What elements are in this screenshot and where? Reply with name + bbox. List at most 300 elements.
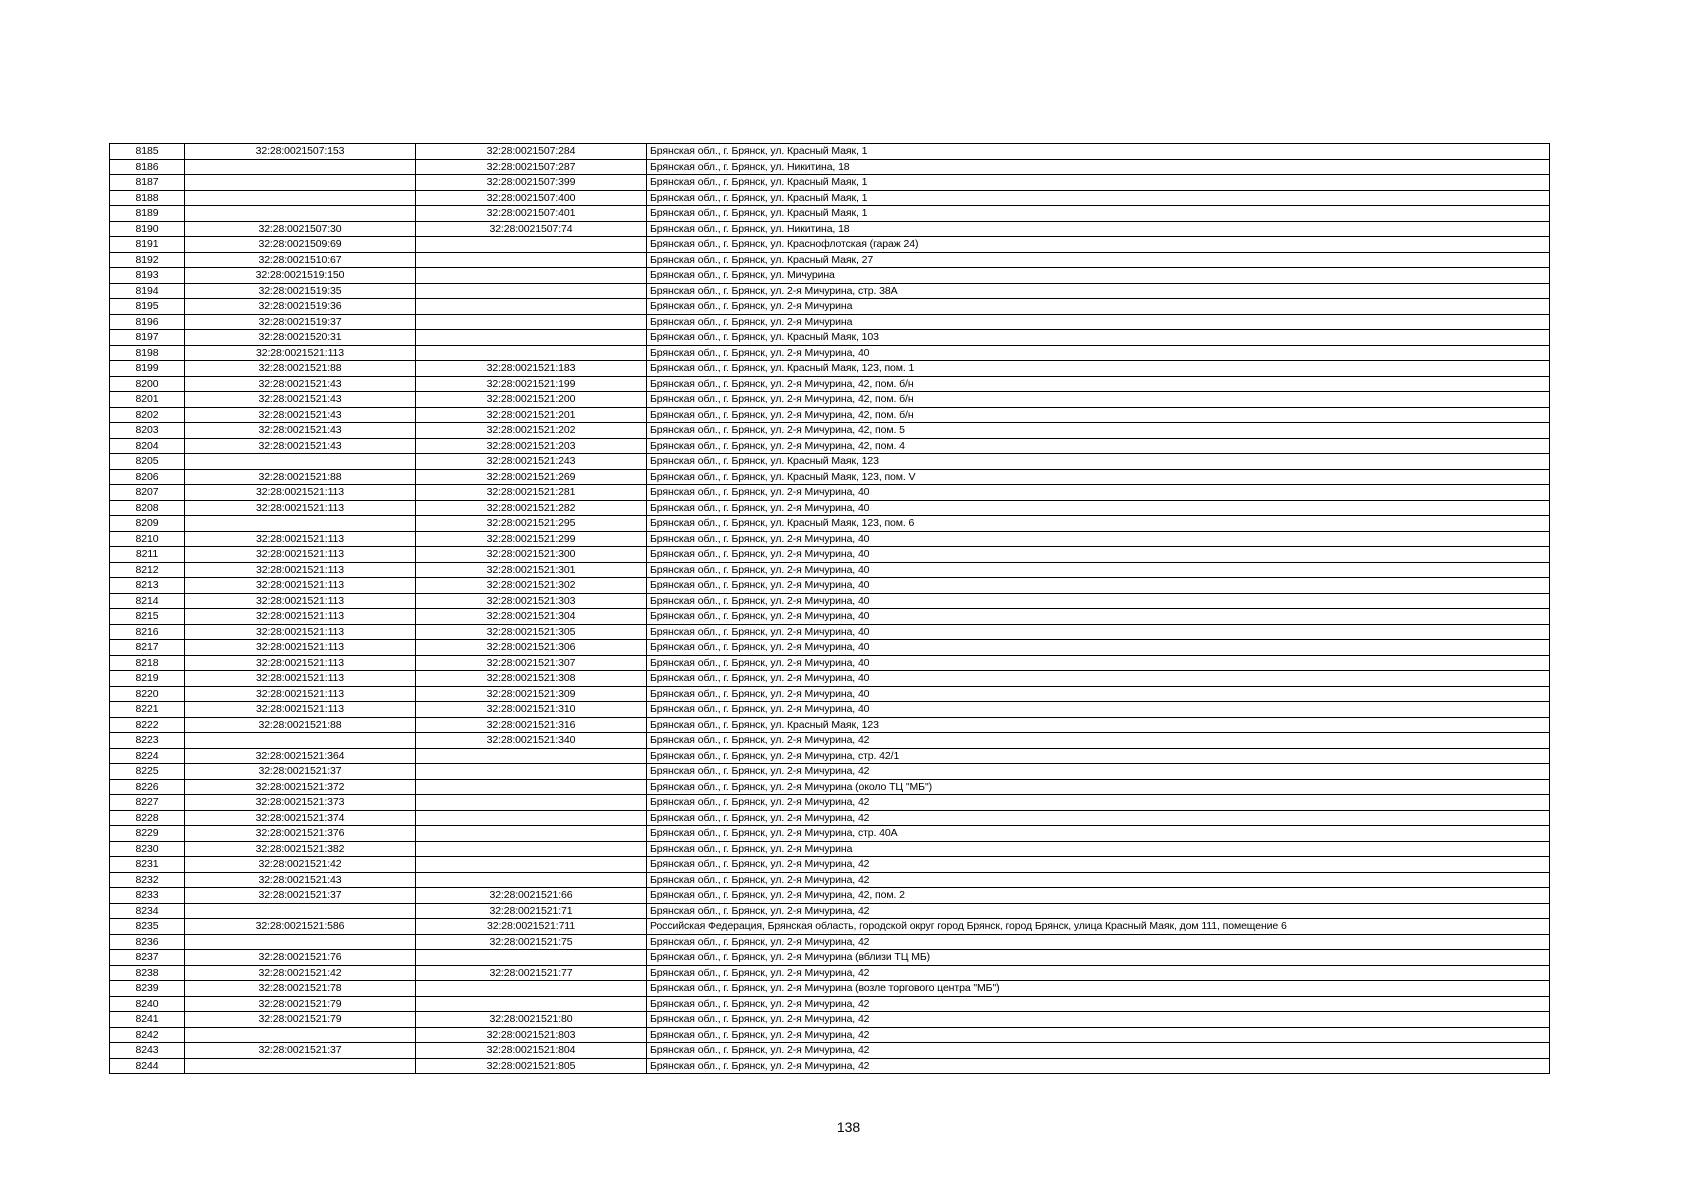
land-parcel-number-cell: 32:28:0021521:42 — [185, 965, 416, 981]
row-number-cell: 8197 — [110, 330, 185, 346]
row-number-cell: 8219 — [110, 671, 185, 687]
building-number-cell: 32:28:0021521:71 — [416, 903, 647, 919]
land-parcel-number-cell: 32:28:0021521:376 — [185, 826, 416, 842]
land-parcel-number-cell: 32:28:0021521:79 — [185, 996, 416, 1012]
land-parcel-number-cell: 32:28:0021521:43 — [185, 392, 416, 408]
address-cell: Брянская обл., г. Брянск, ул. Красный Маяк, 123 — [647, 717, 1550, 733]
land-parcel-number-cell: 32:28:0021521:43 — [185, 438, 416, 454]
address-cell: Брянская обл., г. Брянск, ул. 2-я Мичурина, 42 — [647, 934, 1550, 950]
row-number-cell: 8210 — [110, 531, 185, 547]
building-number-cell: 32:28:0021521:66 — [416, 888, 647, 904]
table-row — [110, 733, 1550, 749]
table-row — [110, 407, 1550, 423]
table-row — [110, 1043, 1550, 1059]
building-number-cell: 32:28:0021521:309 — [416, 686, 647, 702]
row-number-cell: 8230 — [110, 841, 185, 857]
table-row — [110, 578, 1550, 594]
land-parcel-number-cell: 32:28:0021521:113 — [185, 686, 416, 702]
building-number-cell: 32:28:0021521:203 — [416, 438, 647, 454]
land-parcel-number-cell: 32:28:0021521:113 — [185, 578, 416, 594]
table-row — [110, 671, 1550, 687]
table-row — [110, 361, 1550, 377]
land-parcel-number-cell: 32:28:0021520:31 — [185, 330, 416, 346]
table-row — [110, 454, 1550, 470]
address-cell: Брянская обл., г. Брянск, ул. 2-я Мичурина, 42 — [647, 996, 1550, 1012]
building-number-cell: 32:28:0021521:300 — [416, 547, 647, 563]
building-number-cell — [416, 872, 647, 888]
building-number-cell — [416, 748, 647, 764]
building-number-cell: 32:28:0021521:200 — [416, 392, 647, 408]
land-parcel-number-cell — [185, 903, 416, 919]
table-row — [110, 717, 1550, 733]
address-cell: Брянская обл., г. Брянск, ул. Красный Маяк, 123, пом. 1 — [647, 361, 1550, 377]
row-number-cell: 8212 — [110, 562, 185, 578]
table-row — [110, 857, 1550, 873]
land-parcel-number-cell: 32:28:0021521:78 — [185, 981, 416, 997]
building-number-cell — [416, 857, 647, 873]
address-cell: Брянская обл., г. Брянск, ул. 2-я Мичурина, 42, пом. 5 — [647, 423, 1550, 439]
row-number-cell: 8240 — [110, 996, 185, 1012]
building-number-cell: 32:28:0021521:75 — [416, 934, 647, 950]
table-row — [110, 950, 1550, 966]
address-cell: Брянская обл., г. Брянск, ул. 2-я Мичурина (возле торгового центра "МБ") — [647, 981, 1550, 997]
row-number-cell: 8244 — [110, 1058, 185, 1074]
row-number-cell: 8203 — [110, 423, 185, 439]
address-cell: Брянская обл., г. Брянск, ул. 2-я Мичурина, 40 — [647, 655, 1550, 671]
table-row — [110, 531, 1550, 547]
building-number-cell: 32:28:0021521:304 — [416, 609, 647, 625]
land-parcel-number-cell: 32:28:0021521:364 — [185, 748, 416, 764]
address-cell: Брянская обл., г. Брянск, ул. 2-я Мичурина, 40 — [647, 624, 1550, 640]
land-parcel-number-cell: 32:28:0021521:113 — [185, 562, 416, 578]
row-number-cell: 8232 — [110, 872, 185, 888]
address-cell: Брянская обл., г. Брянск, ул. 2-я Мичурина, 40 — [647, 593, 1550, 609]
land-parcel-number-cell: 32:28:0021521:382 — [185, 841, 416, 857]
land-parcel-number-cell — [185, 516, 416, 532]
row-number-cell: 8243 — [110, 1043, 185, 1059]
building-number-cell: 32:28:0021521:805 — [416, 1058, 647, 1074]
building-number-cell: 32:28:0021521:804 — [416, 1043, 647, 1059]
address-cell: Брянская обл., г. Брянск, ул. Красный Маяк, 103 — [647, 330, 1550, 346]
table-row — [110, 919, 1550, 935]
row-number-cell: 8196 — [110, 314, 185, 330]
table-row — [110, 872, 1550, 888]
row-number-cell: 8192 — [110, 252, 185, 268]
land-parcel-number-cell: 32:28:0021521:43 — [185, 423, 416, 439]
address-cell: Брянская обл., г. Брянск, ул. 2-я Мичурина (около ТЦ "МБ") — [647, 779, 1550, 795]
land-parcel-number-cell: 32:28:0021521:37 — [185, 764, 416, 780]
row-number-cell: 8213 — [110, 578, 185, 594]
building-number-cell — [416, 764, 647, 780]
table-row — [110, 500, 1550, 516]
building-number-cell: 32:28:0021521:307 — [416, 655, 647, 671]
table-row — [110, 144, 1550, 160]
row-number-cell: 8193 — [110, 268, 185, 284]
address-cell: Брянская обл., г. Брянск, ул. 2-я Мичурина — [647, 841, 1550, 857]
row-number-cell: 8214 — [110, 593, 185, 609]
land-parcel-number-cell: 32:28:0021521:88 — [185, 717, 416, 733]
table-row — [110, 314, 1550, 330]
land-parcel-number-cell: 32:28:0021510:67 — [185, 252, 416, 268]
land-parcel-number-cell: 32:28:0021509:69 — [185, 237, 416, 253]
table-row — [110, 345, 1550, 361]
address-cell: Брянская обл., г. Брянск, ул. Красный Маяк, 1 — [647, 190, 1550, 206]
land-parcel-number-cell — [185, 934, 416, 950]
table-row — [110, 624, 1550, 640]
table-row — [110, 485, 1550, 501]
land-parcel-number-cell: 32:28:0021521:88 — [185, 469, 416, 485]
address-cell: Брянская обл., г. Брянск, ул. Красный Маяк, 123, пом. 6 — [647, 516, 1550, 532]
building-number-cell: 32:28:0021507:284 — [416, 144, 647, 160]
table-row — [110, 981, 1550, 997]
table-row — [110, 237, 1550, 253]
address-cell: Брянская обл., г. Брянск, ул. 2-я Мичурина, 42 — [647, 795, 1550, 811]
address-cell: Брянская обл., г. Брянск, ул. 2-я Мичурина, 42, пом. б/н — [647, 407, 1550, 423]
row-number-cell: 8204 — [110, 438, 185, 454]
land-parcel-number-cell: 32:28:0021521:79 — [185, 1012, 416, 1028]
table-row — [110, 159, 1550, 175]
row-number-cell: 8229 — [110, 826, 185, 842]
building-number-cell — [416, 237, 647, 253]
row-number-cell: 8218 — [110, 655, 185, 671]
table-row — [110, 469, 1550, 485]
table-row — [110, 764, 1550, 780]
row-number-cell: 8242 — [110, 1027, 185, 1043]
table-row — [110, 283, 1550, 299]
address-cell: Брянская обл., г. Брянск, ул. Красный Маяк, 123 — [647, 454, 1550, 470]
row-number-cell: 8199 — [110, 361, 185, 377]
address-cell: Российская Федерация, Брянская область, городской округ город Брянск, город Брянск, улица Красный Маяк, дом 111, помещение 6 — [647, 919, 1550, 935]
land-parcel-number-cell: 32:28:0021521:373 — [185, 795, 416, 811]
address-cell: Брянская обл., г. Брянск, ул. 2-я Мичурина, 40 — [647, 500, 1550, 516]
row-number-cell: 8198 — [110, 345, 185, 361]
address-cell: Брянская обл., г. Брянск, ул. Никитина, 18 — [647, 159, 1550, 175]
row-number-cell: 8216 — [110, 624, 185, 640]
building-number-cell — [416, 841, 647, 857]
building-number-cell — [416, 950, 647, 966]
address-cell: Брянская обл., г. Брянск, ул. 2-я Мичурина, 40 — [647, 345, 1550, 361]
building-number-cell: 32:28:0021521:282 — [416, 500, 647, 516]
row-number-cell: 8206 — [110, 469, 185, 485]
table-row — [110, 1012, 1550, 1028]
address-cell: Брянская обл., г. Брянск, ул. 2-я Мичурина, 40 — [647, 640, 1550, 656]
land-parcel-number-cell: 32:28:0021507:30 — [185, 221, 416, 237]
row-number-cell: 8228 — [110, 810, 185, 826]
row-number-cell: 8237 — [110, 950, 185, 966]
address-cell: Брянская обл., г. Брянск, ул. 2-я Мичурина, 42, пом. 4 — [647, 438, 1550, 454]
land-parcel-number-cell — [185, 175, 416, 191]
building-number-cell — [416, 996, 647, 1012]
address-cell: Брянская обл., г. Брянск, ул. 2-я Мичурина, 40 — [647, 578, 1550, 594]
table-row — [110, 221, 1550, 237]
address-cell: Брянская обл., г. Брянск, ул. 2-я Мичурина (вблизи ТЦ МБ) — [647, 950, 1550, 966]
table-row — [110, 795, 1550, 811]
table-row — [110, 888, 1550, 904]
land-parcel-number-cell: 32:28:0021521:43 — [185, 376, 416, 392]
table-row — [110, 609, 1550, 625]
building-number-cell: 32:28:0021521:243 — [416, 454, 647, 470]
row-number-cell: 8205 — [110, 454, 185, 470]
building-number-cell — [416, 810, 647, 826]
row-number-cell: 8235 — [110, 919, 185, 935]
building-number-cell: 32:28:0021521:201 — [416, 407, 647, 423]
table-row — [110, 748, 1550, 764]
building-number-cell — [416, 314, 647, 330]
row-number-cell: 8190 — [110, 221, 185, 237]
row-number-cell: 8239 — [110, 981, 185, 997]
address-cell: Брянская обл., г. Брянск, ул. 2-я Мичурина, 40 — [647, 485, 1550, 501]
building-number-cell: 32:28:0021521:295 — [416, 516, 647, 532]
row-number-cell: 8226 — [110, 779, 185, 795]
building-number-cell: 32:28:0021507:401 — [416, 206, 647, 222]
land-parcel-number-cell: 32:28:0021521:42 — [185, 857, 416, 873]
address-cell: Брянская обл., г. Брянск, ул. 2-я Мичурина, 42 — [647, 1043, 1550, 1059]
cadastral-table — [109, 143, 1550, 1074]
address-cell: Брянская обл., г. Брянск, ул. 2-я Мичурина — [647, 314, 1550, 330]
land-parcel-number-cell: 32:28:0021521:374 — [185, 810, 416, 826]
address-cell: Брянская обл., г. Брянск, ул. 2-я Мичурина, 42 — [647, 965, 1550, 981]
land-parcel-number-cell: 32:28:0021521:37 — [185, 888, 416, 904]
land-parcel-number-cell: 32:28:0021519:36 — [185, 299, 416, 315]
land-parcel-number-cell — [185, 190, 416, 206]
building-number-cell: 32:28:0021521:77 — [416, 965, 647, 981]
table-row — [110, 593, 1550, 609]
land-parcel-number-cell — [185, 1058, 416, 1074]
row-number-cell: 8201 — [110, 392, 185, 408]
land-parcel-number-cell: 32:28:0021521:113 — [185, 671, 416, 687]
building-number-cell: 32:28:0021521:340 — [416, 733, 647, 749]
land-parcel-number-cell: 32:28:0021521:113 — [185, 500, 416, 516]
row-number-cell: 8211 — [110, 547, 185, 563]
row-number-cell: 8231 — [110, 857, 185, 873]
land-parcel-number-cell: 32:28:0021521:76 — [185, 950, 416, 966]
building-number-cell: 32:28:0021521:303 — [416, 593, 647, 609]
table-row — [110, 640, 1550, 656]
building-number-cell: 32:28:0021521:803 — [416, 1027, 647, 1043]
address-cell: Брянская обл., г. Брянск, ул. 2-я Мичурина, 40 — [647, 671, 1550, 687]
row-number-cell: 8225 — [110, 764, 185, 780]
address-cell: Брянская обл., г. Брянск, ул. 2-я Мичурина, 40 — [647, 686, 1550, 702]
address-cell: Брянская обл., г. Брянск, ул. 2-я Мичурина, 42 — [647, 733, 1550, 749]
land-parcel-number-cell: 32:28:0021521:113 — [185, 593, 416, 609]
building-number-cell: 32:28:0021521:199 — [416, 376, 647, 392]
row-number-cell: 8227 — [110, 795, 185, 811]
row-number-cell: 8236 — [110, 934, 185, 950]
row-number-cell: 8241 — [110, 1012, 185, 1028]
address-cell: Брянская обл., г. Брянск, ул. 2-я Мичурина, 42 — [647, 810, 1550, 826]
row-number-cell: 8222 — [110, 717, 185, 733]
building-number-cell: 32:28:0021521:80 — [416, 1012, 647, 1028]
table-row — [110, 996, 1550, 1012]
building-number-cell: 32:28:0021507:400 — [416, 190, 647, 206]
table-row — [110, 562, 1550, 578]
address-cell: Брянская обл., г. Брянск, ул. 2-я Мичурина, 42, пом. б/н — [647, 392, 1550, 408]
address-cell: Брянская обл., г. Брянск, ул. 2-я Мичурина, 42 — [647, 1027, 1550, 1043]
land-parcel-number-cell — [185, 733, 416, 749]
table-body — [110, 144, 1550, 1074]
building-number-cell — [416, 330, 647, 346]
land-parcel-number-cell: 32:28:0021521:43 — [185, 872, 416, 888]
address-cell: Брянская обл., г. Брянск, ул. 2-я Мичурина, 42 — [647, 872, 1550, 888]
land-parcel-number-cell: 32:28:0021521:113 — [185, 609, 416, 625]
land-parcel-number-cell — [185, 1027, 416, 1043]
row-number-cell: 8185 — [110, 144, 185, 160]
building-number-cell — [416, 345, 647, 361]
building-number-cell: 32:28:0021521:308 — [416, 671, 647, 687]
address-cell: Брянская обл., г. Брянск, ул. 2-я Мичурина, 42 — [647, 1058, 1550, 1074]
land-parcel-number-cell: 32:28:0021521:113 — [185, 531, 416, 547]
row-number-cell: 8220 — [110, 686, 185, 702]
land-parcel-number-cell — [185, 454, 416, 470]
table-row — [110, 268, 1550, 284]
building-number-cell: 32:28:0021521:305 — [416, 624, 647, 640]
land-parcel-number-cell: 32:28:0021521:586 — [185, 919, 416, 935]
row-number-cell: 8194 — [110, 283, 185, 299]
row-number-cell: 8209 — [110, 516, 185, 532]
address-cell: Брянская обл., г. Брянск, ул. 2-я Мичурина, 42, пом. б/н — [647, 376, 1550, 392]
building-number-cell: 32:28:0021521:301 — [416, 562, 647, 578]
building-number-cell — [416, 252, 647, 268]
address-cell: Брянская обл., г. Брянск, ул. 2-я Мичурина, стр. 42/1 — [647, 748, 1550, 764]
building-number-cell: 32:28:0021521:302 — [416, 578, 647, 594]
address-cell: Брянская обл., г. Брянск, ул. 2-я Мичурина, 40 — [647, 547, 1550, 563]
row-number-cell: 8208 — [110, 500, 185, 516]
table-row — [110, 810, 1550, 826]
land-parcel-number-cell: 32:28:0021521:43 — [185, 407, 416, 423]
building-number-cell — [416, 283, 647, 299]
building-number-cell: 32:28:0021507:74 — [416, 221, 647, 237]
address-cell: Брянская обл., г. Брянск, ул. Красный Маяк, 1 — [647, 175, 1550, 191]
table-row — [110, 175, 1550, 191]
address-cell: Брянская обл., г. Брянск, ул. 2-я Мичурина, 40 — [647, 531, 1550, 547]
address-cell: Брянская обл., г. Брянск, ул. Мичурина — [647, 268, 1550, 284]
row-number-cell: 8200 — [110, 376, 185, 392]
land-parcel-number-cell: 32:28:0021521:113 — [185, 485, 416, 501]
table-row — [110, 826, 1550, 842]
building-number-cell: 32:28:0021521:269 — [416, 469, 647, 485]
land-parcel-number-cell: 32:28:0021519:150 — [185, 268, 416, 284]
address-cell: Брянская обл., г. Брянск, ул. Красный Маяк, 123, пом. V — [647, 469, 1550, 485]
building-number-cell: 32:28:0021521:281 — [416, 485, 647, 501]
address-cell: Брянская обл., г. Брянск, ул. Краснофлотская (гараж 24) — [647, 237, 1550, 253]
building-number-cell — [416, 299, 647, 315]
building-number-cell: 32:28:0021521:306 — [416, 640, 647, 656]
land-parcel-number-cell: 32:28:0021521:113 — [185, 547, 416, 563]
row-number-cell: 8207 — [110, 485, 185, 501]
row-number-cell: 8217 — [110, 640, 185, 656]
address-cell: Брянская обл., г. Брянск, ул. 2-я Мичурина, 42 — [647, 764, 1550, 780]
row-number-cell: 8238 — [110, 965, 185, 981]
land-parcel-number-cell: 32:28:0021521:372 — [185, 779, 416, 795]
address-cell: Брянская обл., г. Брянск, ул. 2-я Мичурина, 42 — [647, 1012, 1550, 1028]
table-row — [110, 252, 1550, 268]
land-parcel-number-cell: 32:28:0021519:37 — [185, 314, 416, 330]
land-parcel-number-cell: 32:28:0021521:113 — [185, 345, 416, 361]
land-parcel-number-cell — [185, 206, 416, 222]
row-number-cell: 8195 — [110, 299, 185, 315]
building-number-cell — [416, 795, 647, 811]
building-number-cell — [416, 981, 647, 997]
table-row — [110, 330, 1550, 346]
address-cell: Брянская обл., г. Брянск, ул. 2-я Мичурина — [647, 299, 1550, 315]
building-number-cell: 32:28:0021521:299 — [416, 531, 647, 547]
land-parcel-number-cell: 32:28:0021507:153 — [185, 144, 416, 160]
row-number-cell: 8215 — [110, 609, 185, 625]
table-row — [110, 1027, 1550, 1043]
address-cell: Брянская обл., г. Брянск, ул. 2-я Мичурина, 42, пом. 2 — [647, 888, 1550, 904]
table-row — [110, 686, 1550, 702]
address-cell: Брянская обл., г. Брянск, ул. 2-я Мичурина, 40 — [647, 562, 1550, 578]
address-cell: Брянская обл., г. Брянск, ул. Красный Маяк, 1 — [647, 206, 1550, 222]
table-row — [110, 516, 1550, 532]
address-cell: Брянская обл., г. Брянск, ул. Красный Маяк, 27 — [647, 252, 1550, 268]
address-cell: Брянская обл., г. Брянск, ул. 2-я Мичурина, стр. 40А — [647, 826, 1550, 842]
row-number-cell: 8202 — [110, 407, 185, 423]
table-row — [110, 392, 1550, 408]
building-number-cell: 32:28:0021521:202 — [416, 423, 647, 439]
address-cell: Брянская обл., г. Брянск, ул. 2-я Мичурина, 40 — [647, 609, 1550, 625]
row-number-cell: 8233 — [110, 888, 185, 904]
building-number-cell — [416, 779, 647, 795]
address-cell: Брянская обл., г. Брянск, ул. Никитина, 18 — [647, 221, 1550, 237]
table-row — [110, 206, 1550, 222]
address-cell: Брянская обл., г. Брянск, ул. 2-я Мичурина, 42 — [647, 857, 1550, 873]
table-row — [110, 702, 1550, 718]
building-number-cell — [416, 268, 647, 284]
building-number-cell: 32:28:0021521:711 — [416, 919, 647, 935]
table-row — [110, 779, 1550, 795]
land-parcel-number-cell: 32:28:0021521:37 — [185, 1043, 416, 1059]
table-row — [110, 655, 1550, 671]
row-number-cell: 8234 — [110, 903, 185, 919]
address-cell: Брянская обл., г. Брянск, ул. 2-я Мичурина, стр. 38А — [647, 283, 1550, 299]
building-number-cell: 32:28:0021507:399 — [416, 175, 647, 191]
table-row — [110, 965, 1550, 981]
table-row — [110, 299, 1550, 315]
row-number-cell: 8221 — [110, 702, 185, 718]
land-parcel-number-cell: 32:28:0021521:113 — [185, 640, 416, 656]
table-row — [110, 1058, 1550, 1074]
row-number-cell: 8188 — [110, 190, 185, 206]
building-number-cell: 32:28:0021507:287 — [416, 159, 647, 175]
table-row — [110, 376, 1550, 392]
row-number-cell: 8191 — [110, 237, 185, 253]
address-cell: Брянская обл., г. Брянск, ул. Красный Маяк, 1 — [647, 144, 1550, 160]
land-parcel-number-cell: 32:28:0021521:113 — [185, 702, 416, 718]
table-row — [110, 547, 1550, 563]
table-row — [110, 438, 1550, 454]
address-cell: Брянская обл., г. Брянск, ул. 2-я Мичурина, 42 — [647, 903, 1550, 919]
land-parcel-number-cell: 32:28:0021521:113 — [185, 655, 416, 671]
table-row — [110, 423, 1550, 439]
building-number-cell: 32:28:0021521:310 — [416, 702, 647, 718]
table-row — [110, 934, 1550, 950]
table-row — [110, 190, 1550, 206]
address-cell: Брянская обл., г. Брянск, ул. 2-я Мичурина, 40 — [647, 702, 1550, 718]
land-parcel-number-cell: 32:28:0021521:88 — [185, 361, 416, 377]
building-number-cell: 32:28:0021521:183 — [416, 361, 647, 377]
row-number-cell: 8187 — [110, 175, 185, 191]
building-number-cell: 32:28:0021521:316 — [416, 717, 647, 733]
land-parcel-number-cell — [185, 159, 416, 175]
land-parcel-number-cell: 32:28:0021521:113 — [185, 624, 416, 640]
land-parcel-number-cell: 32:28:0021519:35 — [185, 283, 416, 299]
row-number-cell: 8224 — [110, 748, 185, 764]
row-number-cell: 8223 — [110, 733, 185, 749]
table-row — [110, 903, 1550, 919]
building-number-cell — [416, 826, 647, 842]
page-number: 138 — [836, 1119, 861, 1135]
